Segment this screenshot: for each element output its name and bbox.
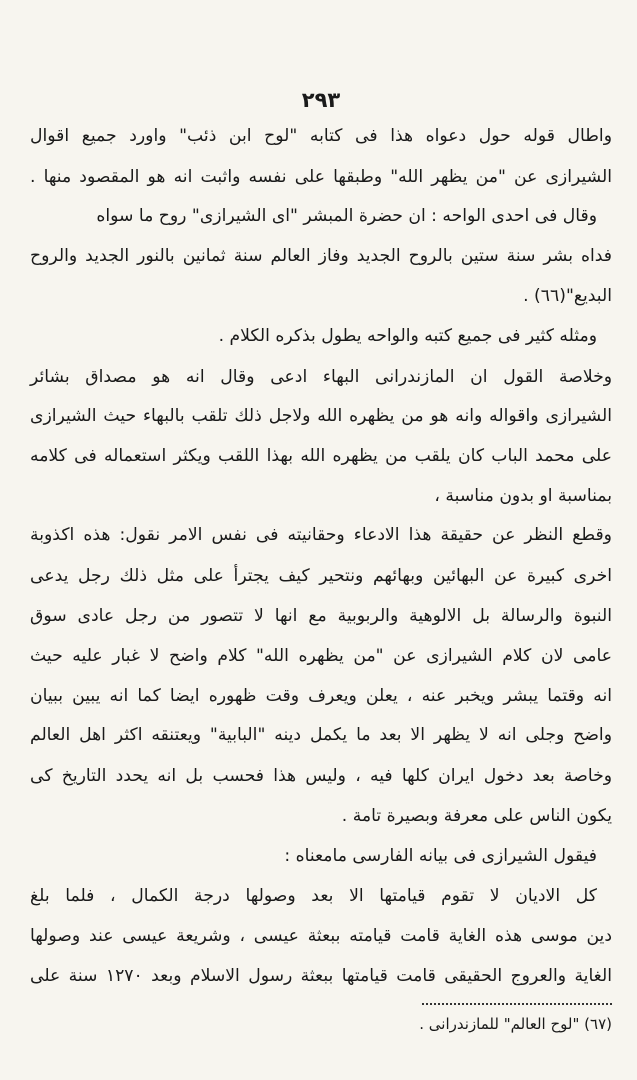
text-line: انه وقتما يبشر ويخبر عنه ، يعلن ويعرف وقت ظهوره ايضا كما انه يبين ببيان	[30, 686, 612, 706]
text-line: الشيرازى عن "من يظهر الله" وطبقها على نفسه واثبت انه هو المقصود منها .	[30, 167, 612, 187]
text-line: واطال قوله حول دعواه هذا فى كتابه "لوح ابن ذئب" واورد جميع اقوال	[30, 126, 612, 146]
text-line: البديع"(٦٦) .	[523, 286, 612, 306]
text-line: الغاية والعروج الحقيقى قامت قيامتها ببعثة رسول الاسلام وبعد ١٢٧٠ سنة على	[30, 966, 612, 986]
text-line: دين موسى هذه الغاية قامت قيامته ببعثة عيسى ، وشريعة عيسى عند وصولها	[30, 926, 612, 946]
text-line: الشيرازى واقواله وانه هو من يظهره الله ولاجل ذلك تلقب بالبهاء حيث الشيرازى	[30, 406, 612, 426]
text-line: عامى لان كلام الشيرازى عن "من يظهره الله" كلام واضح لا غبار عليه حيث	[30, 646, 612, 666]
text-line: النبوة والرسالة بل الالوهية والربوبية مع انها لا تتصور من رجل عادى سوق	[30, 606, 612, 626]
text-line: واضح وجلى انه لا يظهر الا بعد ما يكمل دينه "البابية" ويعتنقه اكثر اهل العالم	[30, 725, 612, 745]
text-line: وقطع النظر عن حقيقة هذا الادعاء وحقانيته فى نفس الامر نقول: هذه اكذوبة	[30, 525, 612, 545]
text-line: بمناسبة او بدون مناسبة ،	[434, 486, 612, 506]
text-line: على محمد الباب كان يلقب من يظهره الله بهذا اللقب ويكثر استعماله فى كلامه	[30, 446, 612, 466]
text-line: كل الاديان لا تقوم قيامتها الا بعد وصولها درجة الكمال ، فلما بلغ	[30, 886, 597, 906]
text-line: يكون الناس على معرفة وبصيرة تامة .	[341, 806, 612, 826]
text-line: وخلاصة القول ان المازندرانى البهاء ادعى وقال انه هو مصداق بشائر	[30, 367, 612, 387]
text-line: ومثله كثير فى جميع كتبه والواحه يطول بذكره الكلام .	[218, 326, 597, 346]
page-number: ٢٩٣	[301, 88, 341, 112]
text-line: وقال فى احدى الواحه : ان حضرة المبشر "اى الشيرازى" روح ما سواه	[96, 206, 597, 226]
text-line: فداه بشر سنة ستين بالروح الجديد وفاز العالم سنة ثمانين بالنور الجديد والروح	[30, 246, 612, 266]
footnote-divider	[422, 1003, 612, 1005]
book-page	[30, 0, 612, 1080]
text-line: فيقول الشيرازى فى بيانه الفارسى مامعناه :	[284, 846, 597, 866]
footnote: (٦٧) "لوح العالم" للمازندرانى .	[419, 1015, 612, 1033]
text-line: اخرى كبيرة عن البهائين وبهائهم ونتحير كيف يجترأ على مثل ذلك رجل يدعى	[30, 566, 612, 586]
text-line: وخاصة بعد دخول ايران كلها فيه ، وليس هذا فحسب بل انه يحدد التاريخ كى	[30, 766, 612, 786]
